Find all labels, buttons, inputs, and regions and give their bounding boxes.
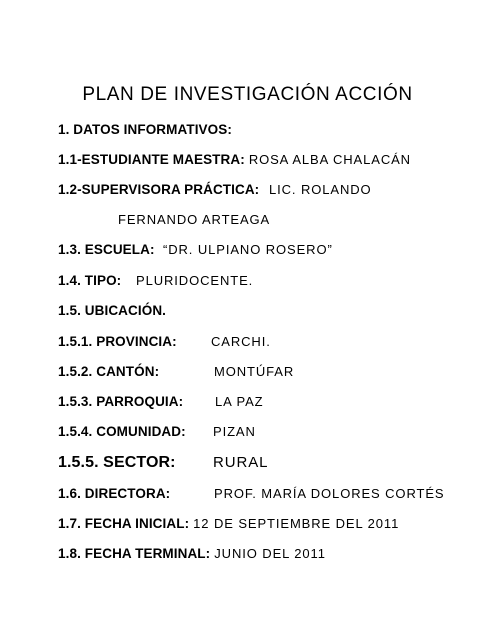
row-label: 1.3. ESCUELA: xyxy=(58,242,155,257)
row-value: LIC. ROLANDO xyxy=(269,182,372,197)
row-label: 1.6. DIRECTORA: xyxy=(58,486,171,501)
row-escuela xyxy=(58,241,333,259)
row-label: 1.5.3. PARROQUIA: xyxy=(58,394,184,409)
row-canton xyxy=(58,363,295,381)
row-value: LA PAZ xyxy=(215,394,264,409)
row-label: 1.5.5. SECTOR: xyxy=(58,454,176,471)
row-label: 1.5.4. COMUNIDAD: xyxy=(58,424,186,439)
row-label: 1.4. TIPO: xyxy=(58,273,122,288)
row-directora xyxy=(58,485,445,503)
row-sector xyxy=(58,454,269,472)
row-value: PLURIDOCENTE. xyxy=(136,273,254,288)
row-fecha-terminal xyxy=(58,545,326,563)
document-title: PLAN DE INVESTIGACIÓN ACCIÓN xyxy=(82,84,413,105)
row-estudiante-maestra xyxy=(58,151,411,169)
row-label: 1.5.2. CANTÓN: xyxy=(58,364,160,379)
row-label: 1. DATOS INFORMATIVOS: xyxy=(58,122,232,137)
row-value: PROF. MARÍA DOLORES CORTÉS xyxy=(214,486,445,501)
row-value: 12 DE SEPTIEMBRE DEL 2011 xyxy=(193,516,400,531)
row-value: MONTÚFAR xyxy=(214,364,295,379)
row-value: RURAL xyxy=(213,454,269,471)
row-value: “DR. ULPIANO ROSERO” xyxy=(163,242,333,257)
row-label: 1.7. FECHA INICIAL: xyxy=(58,516,190,531)
row-datos-informativos xyxy=(58,121,232,139)
row-label: 1.8. FECHA TERMINAL: xyxy=(58,546,211,561)
row-supervisora-practica xyxy=(58,181,372,199)
row-parroquia xyxy=(58,393,264,411)
row-fecha-inicial xyxy=(58,515,399,533)
row-provincia xyxy=(58,333,271,351)
row-value: CARCHI. xyxy=(211,334,271,349)
row-value: FERNANDO ARTEAGA xyxy=(118,212,271,227)
row-value: JUNIO DEL 2011 xyxy=(214,546,326,561)
row-comunidad xyxy=(58,423,256,441)
row-tipo xyxy=(58,272,254,290)
row-label: 1.2-SUPERVISORA PRÁCTICA: xyxy=(58,182,260,197)
row-value: ROSA ALBA CHALACÁN xyxy=(248,152,411,167)
row-label: 1.5. UBICACIÓN. xyxy=(58,303,167,318)
row-label: 1.1-ESTUDIANTE MAESTRA: xyxy=(58,152,245,167)
row-label: 1.5.1. PROVINCIA: xyxy=(58,334,177,349)
row-ubicacion xyxy=(58,302,166,320)
row-value: PIZAN xyxy=(213,424,256,439)
